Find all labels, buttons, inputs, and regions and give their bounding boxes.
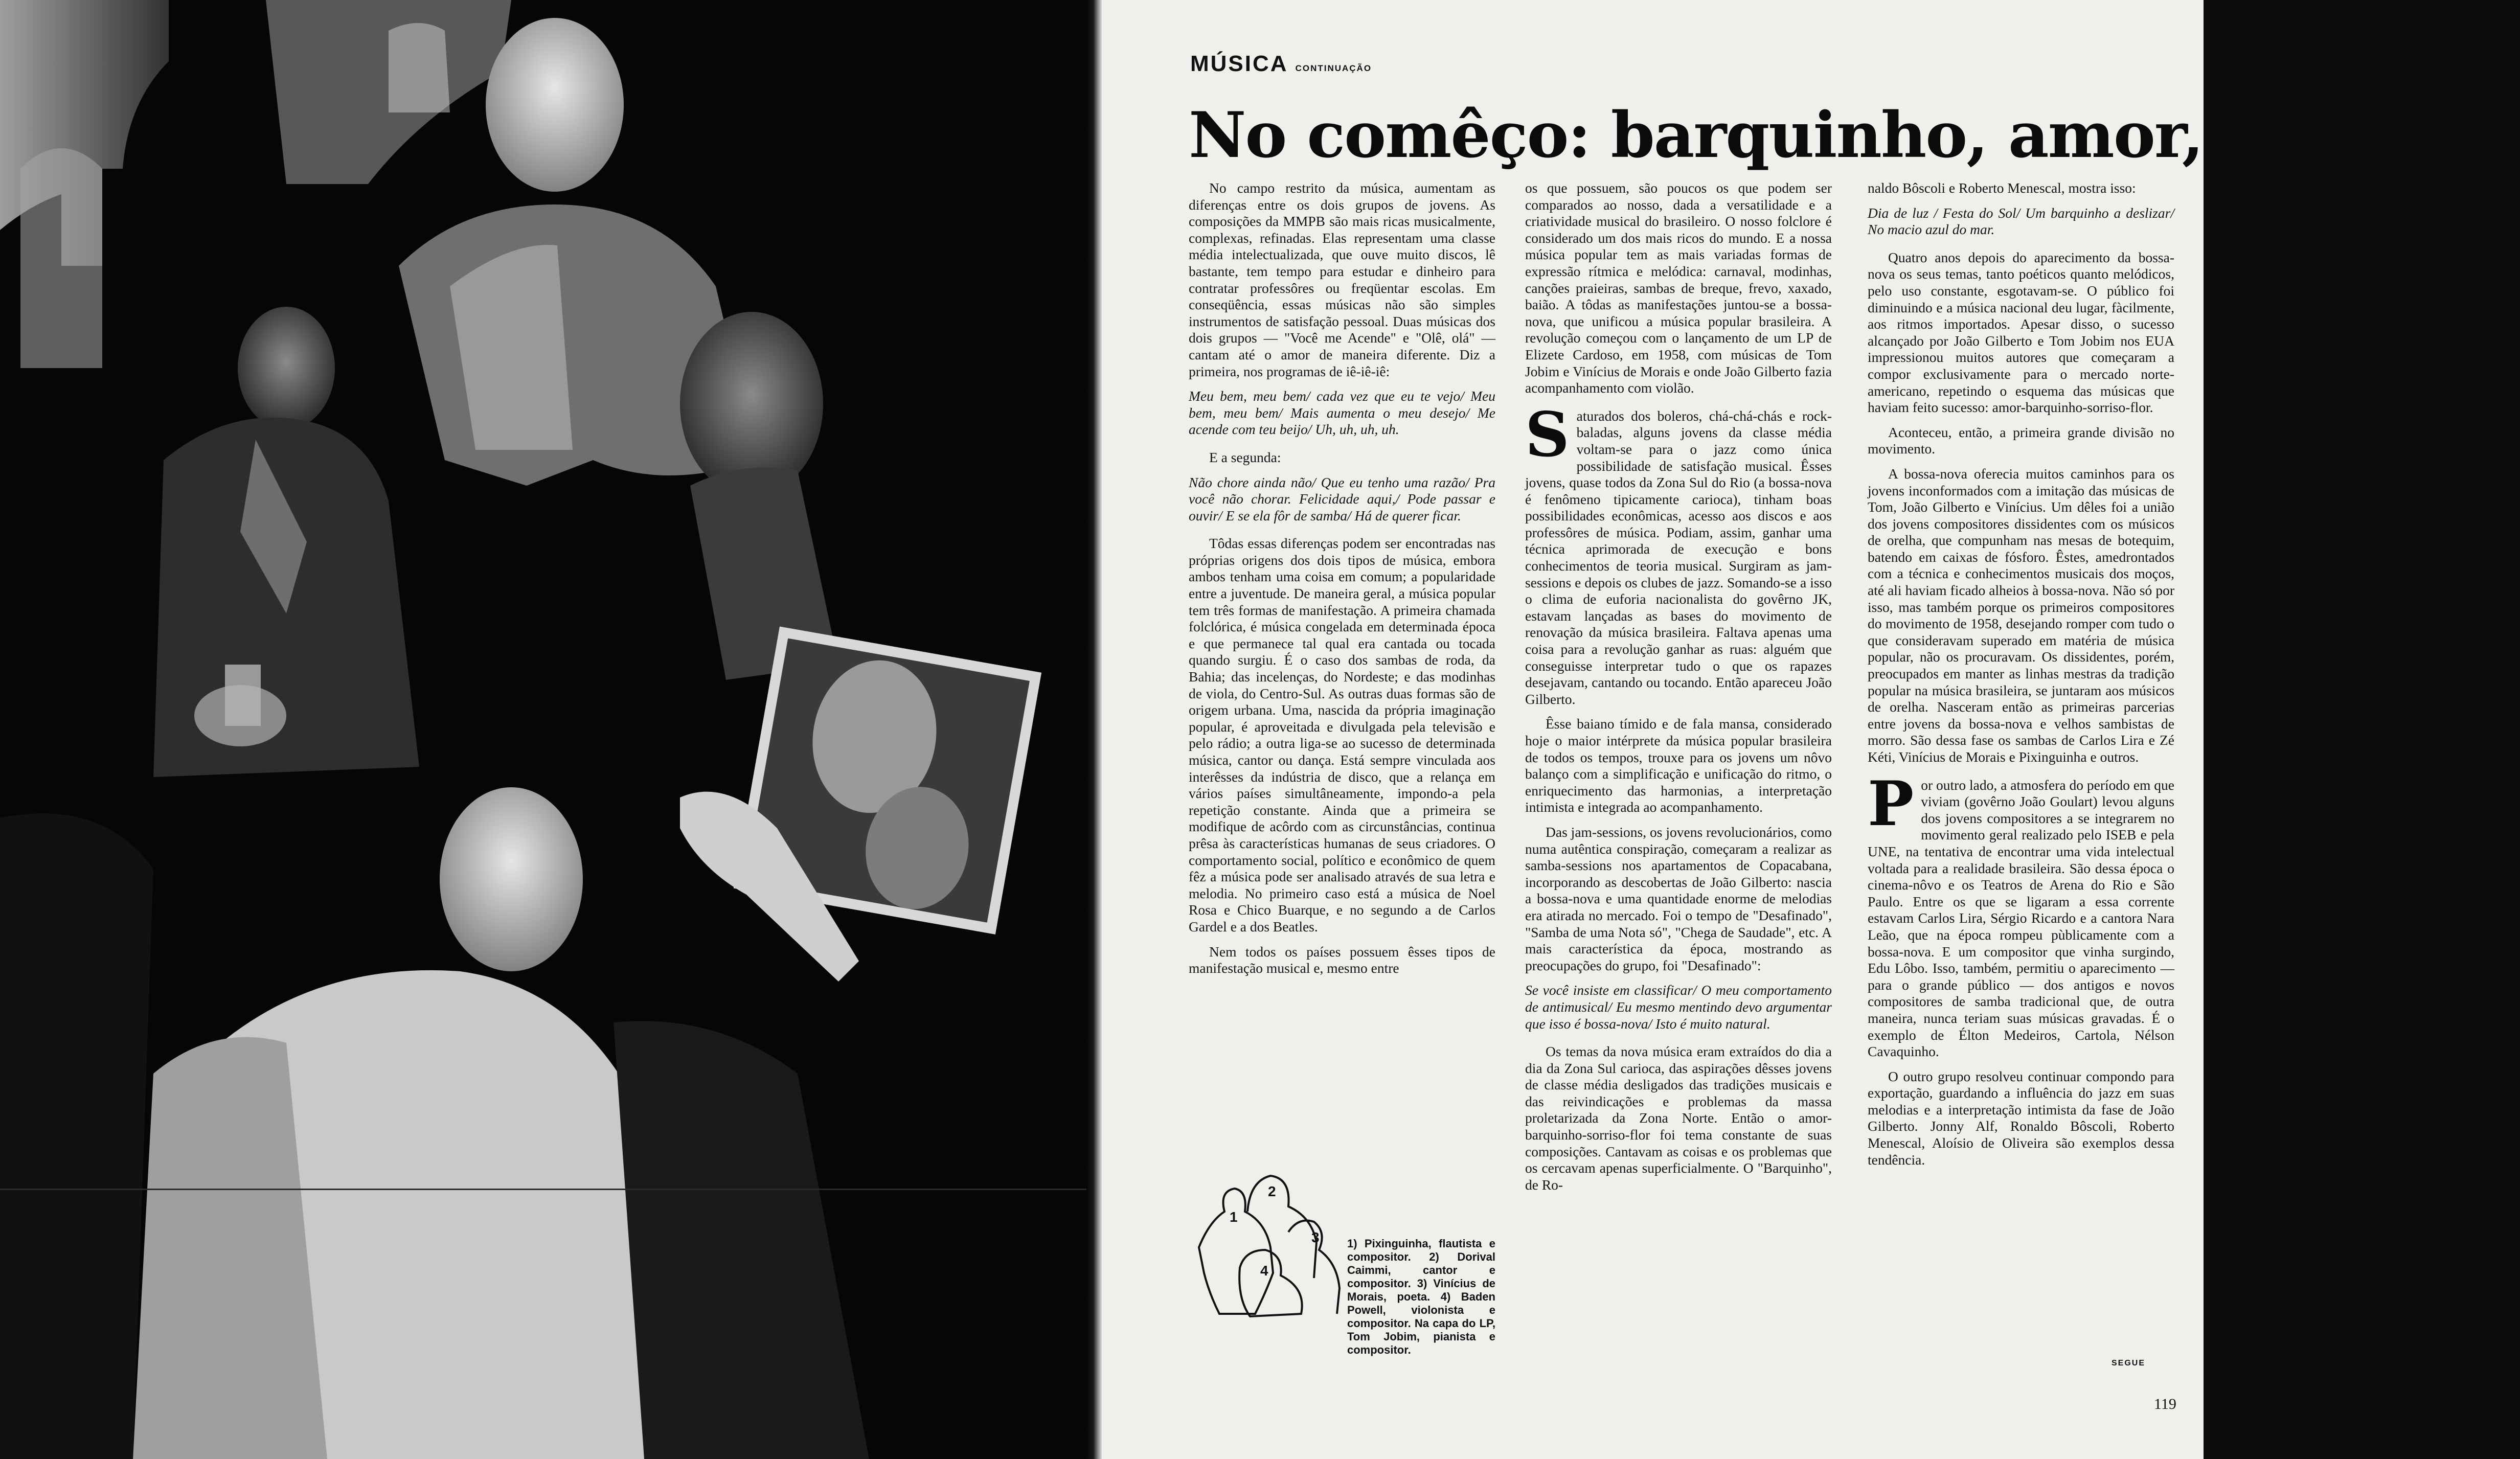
photo-caption-text: 1) Pixinguinha, flautista e compositor. 2) Dorival Caimmi, cantor e compositor. 3) Vinícius de Morais, poeta. 4) Baden Powell, violonista e compositor. Na capa do LP, Tom Jobim, pianista e compositor.	[1347, 1237, 1495, 1356]
section-label: MÚSICA	[1190, 51, 1288, 76]
lyrics-quote: Se você insiste em classificar/ O meu comportamento de antimusical/ Eu mesmo mentindo devo argumentar que isso é bossa-nova/ Isto é muito natural.	[1525, 982, 1832, 1032]
paragraph: Das jam-sessions, os jovens revolucionários, como numa autêntica conspiração, começaram a realizar as samba-sessions nos apartamentos de Copacabana, incorporando as descobertas de João Gilberto: nascia a bossa-nova e uma quantidade enorme de melodias era atirada no mercado. Foi o tempo de "Desafinado", "Samba de uma Nota só", "Chega de Saudade", etc. A mais característica da época, mostrando as preocupações do grupo, foi "Desafinado":	[1525, 824, 1832, 973]
page-number: 119	[2154, 1396, 2176, 1412]
paragraph: Os temas da nova música eram extraídos do dia a dia da Zona Sul carioca, das aspirações dêsses jovens de classe média desligados das tradições musicais e das reivindicações e problemas da massa proletarizada da Zona Norte. Então o amor-barquinho-sorriso-flor foi tema constante de suas composições. Cantavam as coisas e os problemas que os cercavam apenas superficialmente. O "Barquinho", de Ro-	[1525, 1043, 1832, 1193]
article-headline: No comêço: barquinho, amor, mar, flor	[1189, 99, 2520, 172]
continued-label: SEGUE	[2112, 1359, 2146, 1367]
text-column-2	[1525, 180, 1832, 1201]
paragraph: os que possuem, são poucos os que podem ser comparados ao nosso, dada a versatilidade e a criatividade musical do brasileiro. O nosso folclore é considerado um dos mais ricos do mundo. E a nossa música popular tem as mais variadas formas de expressão rítmica e melódica: carnaval, modinhas, canções praieiras, sambas de breque, frevo, xaxado, baião. A tôdas as manifestações juntou-se a bossa-nova, que unificou a música popular brasileira. A revolução começou com o lançamento de um LP de Elizete Cardoso, em 1958, com músicas de Tom Jobim e Vinícius de Morais e onde João Gilberto fazia acompanhamento com violão.	[1525, 180, 1832, 396]
paragraph: Tôdas essas diferenças podem ser encontradas nas próprias origens dos dois tipos de música, embora ambos tenham uma coisa em comum; a popularidade entre a juventude. De maneira geral, a música popular tem três formas de manifestação. A primeira chamada folclórica, é música congelada em determinada época e que permanece tal qual era cantada ou tocada quando surgiu. É o caso dos sambas de roda, da Bahia; das incelenças, do Nordeste; e das modinhas de viola, do Centro-Sul. As outras duas formas são de origem urbana. Uma, nascida da própria imaginação popular, é aproveitada e divulgada pela televisão e pelo rádio; a outra liga-se ao sucesso de determinada música, cantor ou dança. Está sempre vinculada aos interêsses da indústria de disco, que a relança em vários países simultâneamente, impondo-a pela repetição constante. Ainda que a primeira se modifique de acôrdo com as circunstâncias, continua prêsa às características humanas de seus criadores. O comportamento social, político e econômico de quem fêz a música pode ser analisado através de sua letra e melodia. No primeiro caso está a música de Noel Rosa e Chico Buarque, e no segundo a de Carlos Gardel e a dos Beatles.	[1189, 535, 1495, 934]
paragraph: O outro grupo resolveu continuar compondo para exportação, guardando a influência do jazz em suas melodias e a interpretação intimista da fase de João Gilberto. Jonny Alf, Ronaldo Bôscoli, Roberto Menescal, Aloísio de Oliveira são exemplos dessa tendência.	[1868, 1068, 2174, 1168]
section-sublabel: CONTINUAÇÃO	[1295, 63, 1372, 73]
paragraph-with-dropcap	[1525, 398, 1832, 708]
paragraph-with-dropcap	[1868, 767, 2174, 1060]
drop-cap-letter: S	[1525, 398, 1570, 471]
paragraph-text: or outro lado, a atmosfera do período em que viviam (govêrno João Goulart) levou alguns dos jovens compositores a se integrarem no movimento geral realizado pelo ISEB e pela UNE, na tentativa de encontrar uma vida intelectual voltada para a realidade brasileira. São dessa época o cinema-nôvo e os Teatros de Arena do Rio e São Paulo. Entre os que se ligaram a essa corrente estavam Carlos Lira, Sérgio Ricardo e a cantora Nara Leão, que na época rompeu pùblicamente com a bossa-nova. E um compositor que vinha surgindo, Edu Lôbo. Isso, também, permitiu o aparecimento — para o grande público — dos antigos e novos compositores de samba tradicional que, de outra maneira, nunca teriam suas músicas gravadas. É o exemplo de Élton Medeiros, Cartola, Nélson Cavaquinho.	[1868, 777, 2174, 1060]
paragraph: A bossa-nova oferecia muitos caminhos para os jovens inconformados com a imitação das músicas de Tom, João Gilberto e Vinícius. Um dêles foi a união dos jovens compositores dissidentes com os músicos de orelha, que compunham nas mesas de botequim, batendo em caixas de fósforo. Êstes, amedrontados com a técnica e conhecimentos musicais dos moços, até ali haviam ficado alheios à bossa-nova. Não só por isso, mas também porque os primeiros compositores do movimento de 1958, desejando romper com tudo o que consideravam superado em matéria de música popular, não os procuravam. Os dissidentes, porém, preocupados em manter as linhas mestras da tradição popular na música brasileira, se juntaram aos músicos de orelha. Nasceram então as primeiras parcerias entre jovens da bossa-nova e velhos sambistas de morro. São dessa fase os sambas de Carlos Lira e Zé Kéti, Vinícius de Morais e Pixinguinha e outros.	[1868, 465, 2174, 765]
drop-cap-letter: P	[1868, 767, 1914, 840]
key-number-1: 1	[1230, 1209, 1238, 1225]
article-page	[1102, 0, 2520, 1459]
figure-key-diagram	[1189, 1160, 1347, 1329]
page-gutter	[1086, 0, 1102, 1459]
paragraph: Nem todos os países possuem êsses tipos de manifestação musical e, mesmo entre	[1189, 943, 1495, 976]
key-number-2: 2	[1268, 1183, 1276, 1199]
photo-illustration	[0, 0, 1086, 1459]
paragraph: No campo restrito da música, aumentam as diferenças entre os dois grupos de jovens. As composições da MMPB são mais ricas musicalmente, complexas, refinadas. Elas representam uma classe média intelectualizada, que ouve muito discos, lê bastante, tem tempo para estudar e dinheiro para contratar professôres ou freqüentar escolas. Em conseqüência, essas músicas não são simples instrumentos de satisfação pessoal. Duas músicas dos dois grupos — "Você me Acende" e "Olê, olá" — cantam até o amor de maneira diferente. Diz a primeira, nos programas de iê-iê-iê:	[1189, 180, 1495, 379]
text-column-3	[1868, 180, 2174, 1176]
paragraph: Aconteceu, então, a primeira grande divisão no movimento.	[1868, 424, 2174, 457]
key-number-3: 3	[1311, 1229, 1320, 1245]
text-column-1	[1189, 180, 1495, 985]
photo-caption-block	[1189, 1160, 1495, 1356]
section-header	[1190, 51, 1372, 77]
lyrics-quote: Meu bem, meu bem/ cada vez que eu te vejo/ Meu bem, meu bem/ Mais aumenta o meu desejo/ Me acende com teu beijo/ Uh, uh, uh, uh.	[1189, 388, 1495, 438]
lyrics-quote: Não chore ainda não/ Que eu tenho uma razão/ Pra você não chorar. Felicidade aqui,/ Pode passar e ouvir/ E se ela fôr de samba/ Há de querer ficar.	[1189, 474, 1495, 523]
paragraph-text: aturados dos boleros, chá-chá-chás e rock-baladas, alguns jovens da classe média voltam-se para o jazz como única possibilidade de satisfação musical. Êsses jovens, quase todos da Zona Sul do Rio (a bossa-nova é fenômeno tipicamente carioca), tinham boas possibilidades econômicas, acesso aos discos e aos professôres de música. Podiam, assim, ganhar uma técnica aprimorada de execução e bons conhecimentos de teoria musical. Surgiram as jam-sessions e depois os clubes de jazz. Somando-se a isso o clima de euforia nacionalista do govêrno JK, estavam lançadas as bases do movimento de renovação da música brasileira. Faltava apenas uma coisa para a revolução ganhar as ruas: alguém que conseguisse interpretar tudo o que os rapazes desejavam, cantando ou tocando. Então apareceu João Gilberto.	[1525, 407, 1832, 707]
paragraph: Quatro anos depois do aparecimento da bossa-nova os seus temas, tanto poéticos quanto melódicos, pelo uso constante, esgotavam-se. O público foi diminuindo e a música nacional deu lugar, fàcilmente, aos ritmos importados. Apesar disso, o sucesso alcançado por João Gilberto e Tom Jobim nos EUA impressionou muitos autores que começaram a compor exclusivamente para o mercado norte-americano, repetindo o esquema das músicas que haviam feito sucesso: amor-barquinho-sorriso-flor.	[1868, 249, 2174, 416]
paragraph: Êsse baiano tímido e de fala mansa, considerado hoje o maior intérprete da música popular brasileira de todos os tempos, trouxe para os jovens um nôvo balanço com a simplificação e unificação do ritmo, o enriquecimento das harmonias, a interpretação intimista e integrada ao acompanhamento.	[1525, 716, 1832, 815]
key-number-4: 4	[1260, 1263, 1268, 1279]
paragraph: naldo Bôscoli e Roberto Menescal, mostra isso:	[1868, 180, 2136, 196]
photograph-musicians	[0, 0, 1086, 1459]
lyrics-quote: Dia de luz / Festa do Sol/ Um barquinho a deslizar/ No macio azul do mar.	[1868, 204, 2174, 238]
paragraph: E a segunda:	[1209, 449, 1281, 465]
